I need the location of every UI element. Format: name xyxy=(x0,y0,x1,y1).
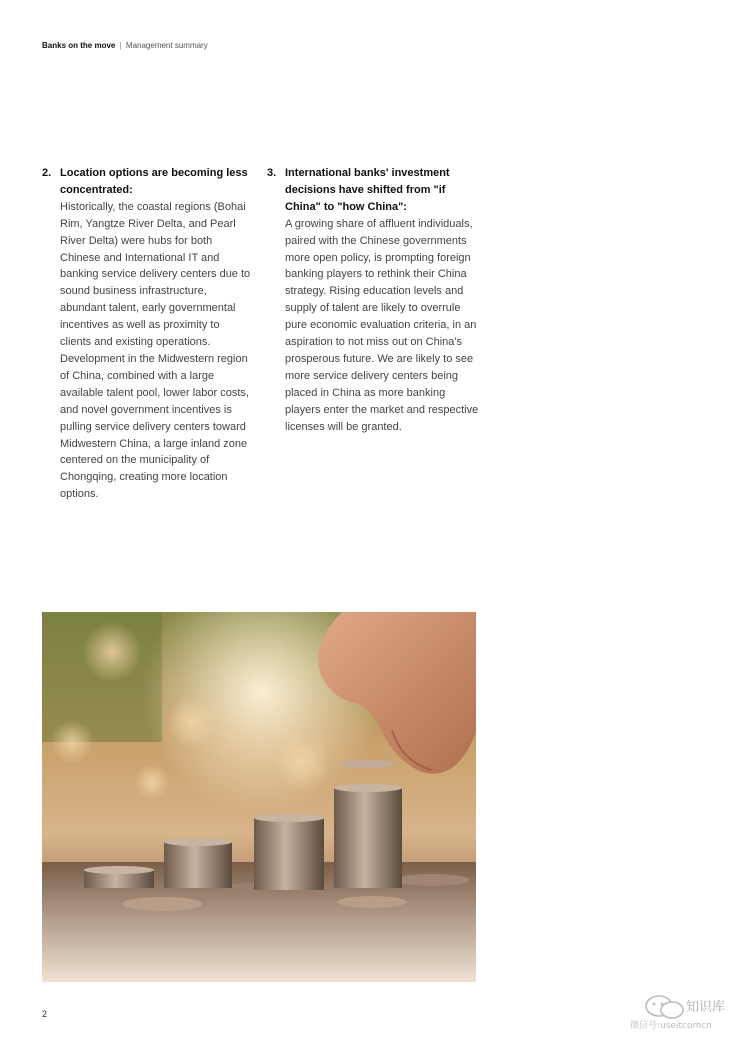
item-content xyxy=(285,165,479,436)
item-heading: Location options are becoming less concentrated: xyxy=(60,167,248,196)
coin-stacks-photo xyxy=(42,612,476,982)
list-item-3 xyxy=(267,165,479,436)
header-title: Banks on the move xyxy=(42,41,116,50)
item-body: A growing share of affluent individuals, paired with the Chinese governments more open policy, is prompting foreign banking players to rethink their China strategy. Rising education levels and supply of talent are likely to overrule pure economic evaluation criteria, in an aspiration to not miss out on China's prosperous future. We are likely to see more service delivery centers being placed in China as more banking players enter the market and respective licenses will be granted. xyxy=(285,217,479,433)
watermark xyxy=(628,992,738,1034)
item-number: 3. xyxy=(267,167,277,179)
item-heading: International banks' investment decisions have shifted from "if China" to "how China": xyxy=(285,167,450,213)
header-separator: | xyxy=(119,41,122,50)
item-number: 2. xyxy=(42,167,52,179)
page-number: 2 xyxy=(42,1009,48,1019)
running-header xyxy=(42,41,208,50)
watermark-brand: 知识库 xyxy=(686,1000,726,1015)
item-content xyxy=(60,165,252,503)
item-body: Historically, the coastal regions (Bohai Rim, Yangtze River Delta, and Pearl River Delta) were hubs for both Chinese and International IT and banking service delivery centers due to sound business infrastructure, abundant talent, early governmental incentives as well as proximity to clients and existing operations. Development in the Midwestern region of China, combined with a large available talent pool, lower labor costs, and novel government incentives is pulling service delivery centers toward Midwestern China, a large inland zone centered on the municipality of Chongqing, creating more location options. xyxy=(60,200,251,501)
list-item-2 xyxy=(42,165,252,503)
column-right xyxy=(267,165,479,436)
watermark-account: 微信号:useitcomcn xyxy=(630,1021,712,1031)
header-section: Management summary xyxy=(125,41,208,50)
column-left xyxy=(42,165,252,503)
chat-bubble-icon xyxy=(642,994,688,1020)
